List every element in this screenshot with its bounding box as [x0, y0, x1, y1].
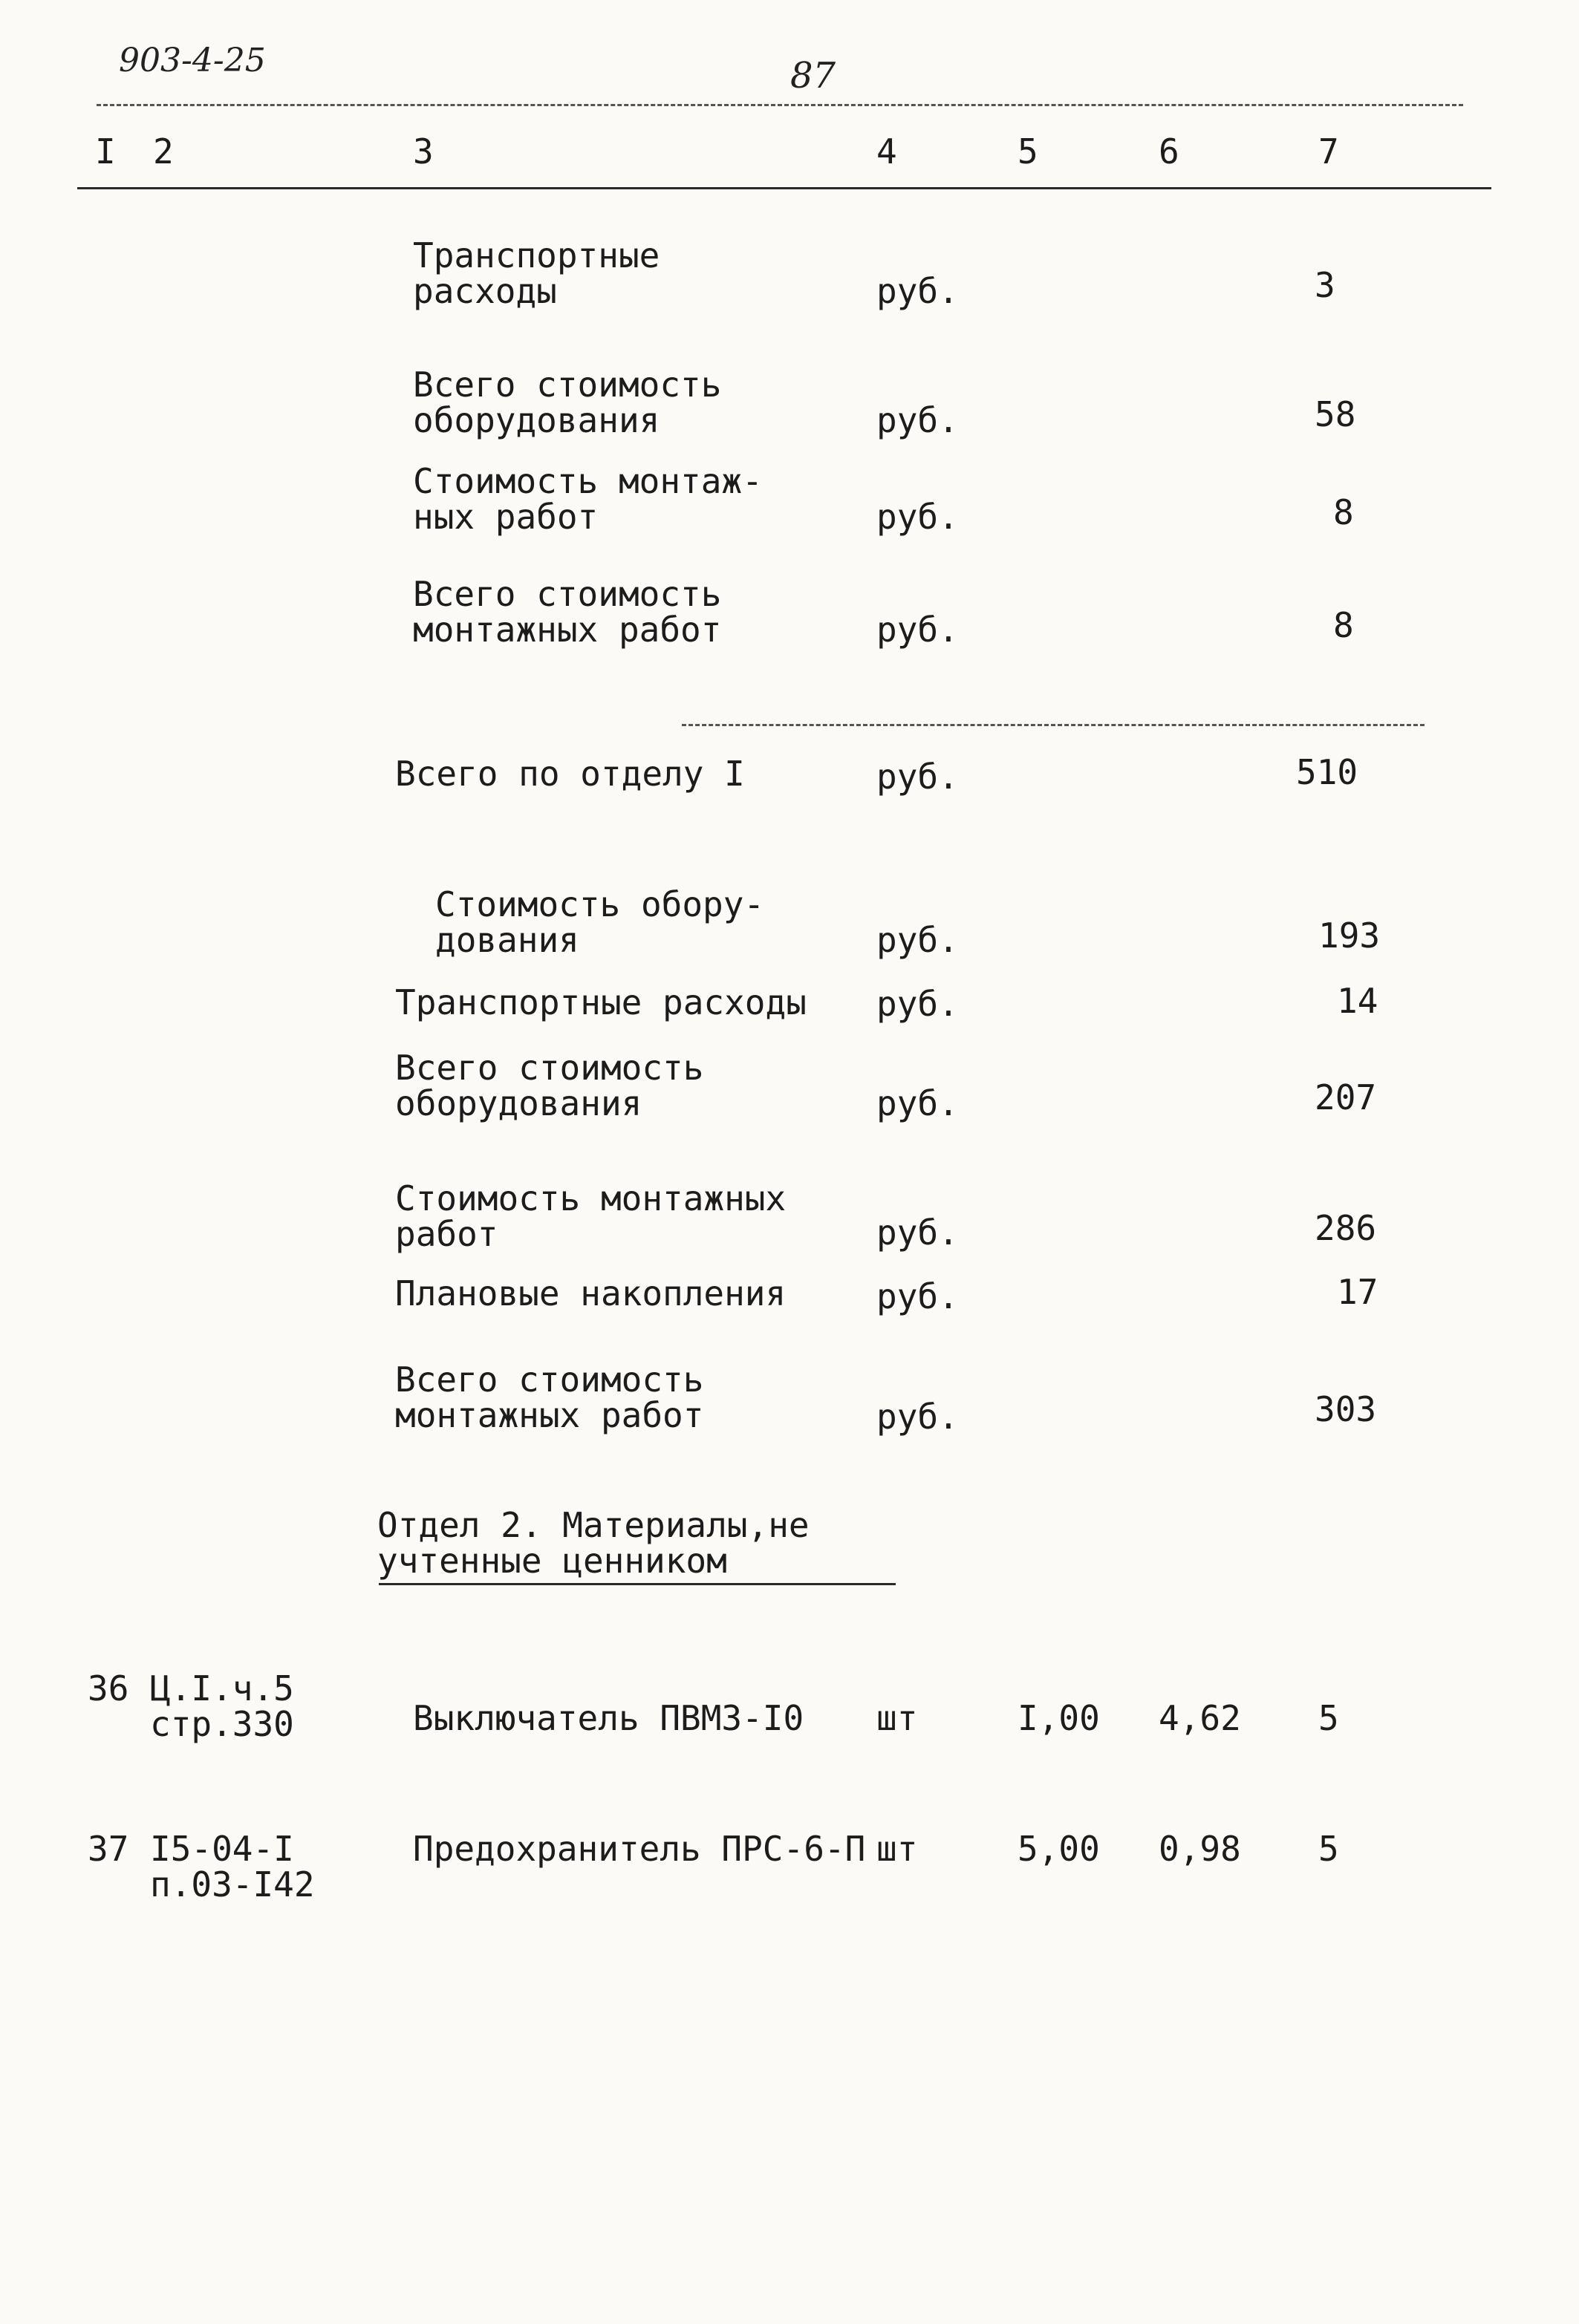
row-total: 58 — [1315, 394, 1356, 434]
item-total: 5 — [1318, 1698, 1339, 1738]
row-total: 8 — [1333, 492, 1354, 532]
row-text: Стоимость обору- дования — [435, 884, 765, 960]
row-text: Транспортные расходы — [395, 982, 807, 1022]
column-header-6: 6 — [1159, 131, 1179, 172]
row-total: 207 — [1315, 1077, 1377, 1117]
row-total: 303 — [1315, 1389, 1377, 1429]
item-quantity: 5,00 — [1018, 1829, 1100, 1869]
column-header-4: 4 — [876, 131, 897, 172]
page-number: 87 — [790, 55, 836, 97]
row-total: 8 — [1333, 605, 1354, 645]
section-total-label: Всего по отделу I — [395, 754, 745, 794]
section-2-underline — [379, 1583, 896, 1585]
row-unit: руб. — [876, 1212, 959, 1253]
item-price: 4,62 — [1159, 1698, 1241, 1738]
item-name: Выключатель ПВМ3-I0 — [413, 1698, 804, 1738]
row-unit: руб. — [876, 400, 959, 440]
row-total: 17 — [1337, 1272, 1378, 1312]
row-text: Стоимость монтажных работ — [395, 1178, 787, 1254]
row-text: Транспортные расходы — [413, 235, 660, 311]
row-text: Всего стоимость монтажных работ — [395, 1360, 704, 1435]
row-text: Всего стоимость монтажных работ — [413, 574, 722, 650]
row-text: Стоимость монтаж- ных работ — [413, 461, 763, 537]
row-text: Всего стоимость оборудования — [395, 1048, 704, 1123]
row-unit: руб. — [876, 984, 959, 1024]
section-2-title: Отдел 2. Материалы,не учтенные ценником — [377, 1505, 810, 1581]
item-number: 37 — [88, 1829, 129, 1869]
row-text: Всего стоимость оборудования — [413, 365, 722, 440]
row-text: Плановые накопления — [395, 1273, 787, 1313]
section-total-value: 510 — [1296, 752, 1358, 792]
row-total: 3 — [1315, 265, 1335, 305]
column-header-5: 5 — [1018, 131, 1038, 172]
item-reference: I5-04-I п.03-I42 — [150, 1829, 315, 1904]
row-unit: руб. — [876, 1083, 959, 1123]
row-unit: руб. — [876, 497, 959, 537]
row-unit: руб. — [876, 271, 959, 311]
row-total: 14 — [1337, 981, 1378, 1021]
section-total-unit: руб. — [876, 757, 959, 797]
row-total: 193 — [1318, 915, 1381, 956]
item-total: 5 — [1318, 1829, 1339, 1869]
column-header-3: 3 — [413, 131, 434, 172]
column-header-7: 7 — [1318, 131, 1339, 172]
row-unit: руб. — [876, 920, 959, 960]
top-dashed-rule — [97, 104, 1463, 106]
item-number: 36 — [88, 1668, 129, 1708]
row-unit: руб. — [876, 610, 959, 650]
row-unit: руб. — [876, 1397, 959, 1437]
column-header-2: 2 — [153, 131, 174, 172]
item-unit: шт — [876, 1698, 918, 1738]
item-reference: Ц.I.ч.5 стр.330 — [150, 1668, 294, 1744]
row-unit: руб. — [876, 1276, 959, 1316]
item-unit: шт — [876, 1829, 918, 1869]
item-price: 0,98 — [1159, 1829, 1241, 1869]
document-code: 903-4-25 — [119, 42, 266, 79]
column-header-1: I — [95, 131, 116, 172]
item-name: Предохранитель ПРС-6-П — [413, 1829, 866, 1869]
item-quantity: I,00 — [1018, 1698, 1100, 1738]
subtotal-rule — [682, 724, 1425, 726]
row-total: 286 — [1315, 1208, 1377, 1248]
header-rule — [77, 187, 1491, 189]
